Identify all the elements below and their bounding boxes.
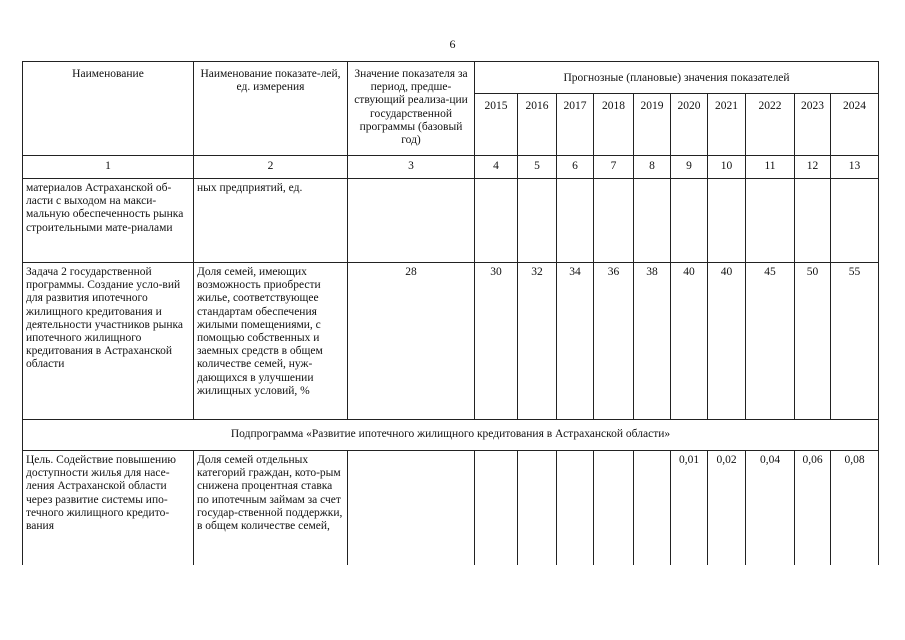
row-name: Цель. Содействие повышению доступности жилья для насе-ления Астраханской области через развитие системы ипо-течного жилищного кредито-вания bbox=[23, 451, 194, 566]
row-value: 34 bbox=[557, 263, 594, 420]
row-value bbox=[594, 179, 634, 263]
row-value: 0,01 bbox=[671, 451, 708, 566]
row-name: материалов Астраханской об-ласти с выходом на макси-мальную обеспеченность рынка строительными мате-риалами bbox=[23, 179, 194, 263]
row-value bbox=[557, 179, 594, 263]
row-value: 0,06 bbox=[795, 451, 831, 566]
row-value: 40 bbox=[708, 263, 746, 420]
row-value: 55 bbox=[831, 263, 879, 420]
row-base-value: 28 bbox=[348, 263, 475, 420]
row-value bbox=[634, 451, 671, 566]
row-value: 32 bbox=[518, 263, 557, 420]
table-row bbox=[23, 179, 879, 263]
column-number: 5 bbox=[518, 156, 557, 179]
row-value bbox=[795, 179, 831, 263]
row-value bbox=[634, 179, 671, 263]
row-indicator: Доля семей отдельных категорий граждан, кото-рым снижена процентная ставка по ипотечным займам за счет государ-ственной поддержки, в общем количестве семей, bbox=[194, 451, 348, 566]
row-value: 30 bbox=[475, 263, 518, 420]
table-row bbox=[23, 451, 879, 566]
row-value bbox=[671, 179, 708, 263]
subprogram-title: Подпрограмма «Развитие ипотечного жилищного кредитования в Астраханской области» bbox=[23, 420, 879, 451]
indicators-table bbox=[22, 61, 879, 565]
row-value: 0,02 bbox=[708, 451, 746, 566]
row-value: 45 bbox=[746, 263, 795, 420]
row-value bbox=[518, 451, 557, 566]
column-number: 1 bbox=[23, 156, 194, 179]
header-year: 2015 bbox=[475, 94, 518, 156]
row-name: Задача 2 государственной программы. Создание усло-вий для развития ипотечного жилищного кредитования и деятельности участников рынка ипотечного жилищного кредитования в Астраханской области bbox=[23, 263, 194, 420]
header-year: 2019 bbox=[634, 94, 671, 156]
header-year: 2020 bbox=[671, 94, 708, 156]
row-indicator: ных предприятий, ед. bbox=[194, 179, 348, 263]
row-indicator: Доля семей, имеющих возможность приобрести жилье, соответствующее стандартам обеспечения жилыми помещениями, с помощью собственных и заемных средств в общем количестве семей, нуж-дающихся в улучшении жилищных условий, % bbox=[194, 263, 348, 420]
header-year: 2024 bbox=[831, 94, 879, 156]
column-number: 10 bbox=[708, 156, 746, 179]
header-indicator: Наименование показате-лей, ед. измерения bbox=[194, 62, 348, 156]
header-base-value: Значение показателя за период, предше-ствующий реализа-ции государственной программы (базовый год) bbox=[348, 62, 475, 156]
column-numbering-row bbox=[23, 156, 879, 179]
row-value bbox=[557, 451, 594, 566]
row-value bbox=[518, 179, 557, 263]
table-row bbox=[23, 263, 879, 420]
row-base-value bbox=[348, 451, 475, 566]
header-year: 2018 bbox=[594, 94, 634, 156]
row-value: 50 bbox=[795, 263, 831, 420]
subprogram-row bbox=[23, 420, 879, 451]
column-number: 3 bbox=[348, 156, 475, 179]
page-number: 6 bbox=[449, 37, 456, 51]
row-value: 38 bbox=[634, 263, 671, 420]
column-number: 4 bbox=[475, 156, 518, 179]
column-number: 6 bbox=[557, 156, 594, 179]
column-number: 12 bbox=[795, 156, 831, 179]
column-number: 9 bbox=[671, 156, 708, 179]
row-value bbox=[475, 179, 518, 263]
row-value: 0,04 bbox=[746, 451, 795, 566]
header-year: 2022 bbox=[746, 94, 795, 156]
header-name: Наименование bbox=[23, 62, 194, 156]
header-year: 2017 bbox=[557, 94, 594, 156]
column-number: 2 bbox=[194, 156, 348, 179]
row-value: 36 bbox=[594, 263, 634, 420]
header-forecast: Прогнозные (плановые) значения показателей bbox=[475, 62, 879, 94]
header-year: 2023 bbox=[795, 94, 831, 156]
row-value bbox=[475, 451, 518, 566]
row-value: 0,08 bbox=[831, 451, 879, 566]
header-year: 2021 bbox=[708, 94, 746, 156]
row-value bbox=[594, 451, 634, 566]
row-value bbox=[831, 179, 879, 263]
column-number: 13 bbox=[831, 156, 879, 179]
header-year: 2016 bbox=[518, 94, 557, 156]
row-value bbox=[746, 179, 795, 263]
column-number: 7 bbox=[594, 156, 634, 179]
column-number: 11 bbox=[746, 156, 795, 179]
row-base-value bbox=[348, 179, 475, 263]
column-number: 8 bbox=[634, 156, 671, 179]
row-value bbox=[708, 179, 746, 263]
row-value: 40 bbox=[671, 263, 708, 420]
